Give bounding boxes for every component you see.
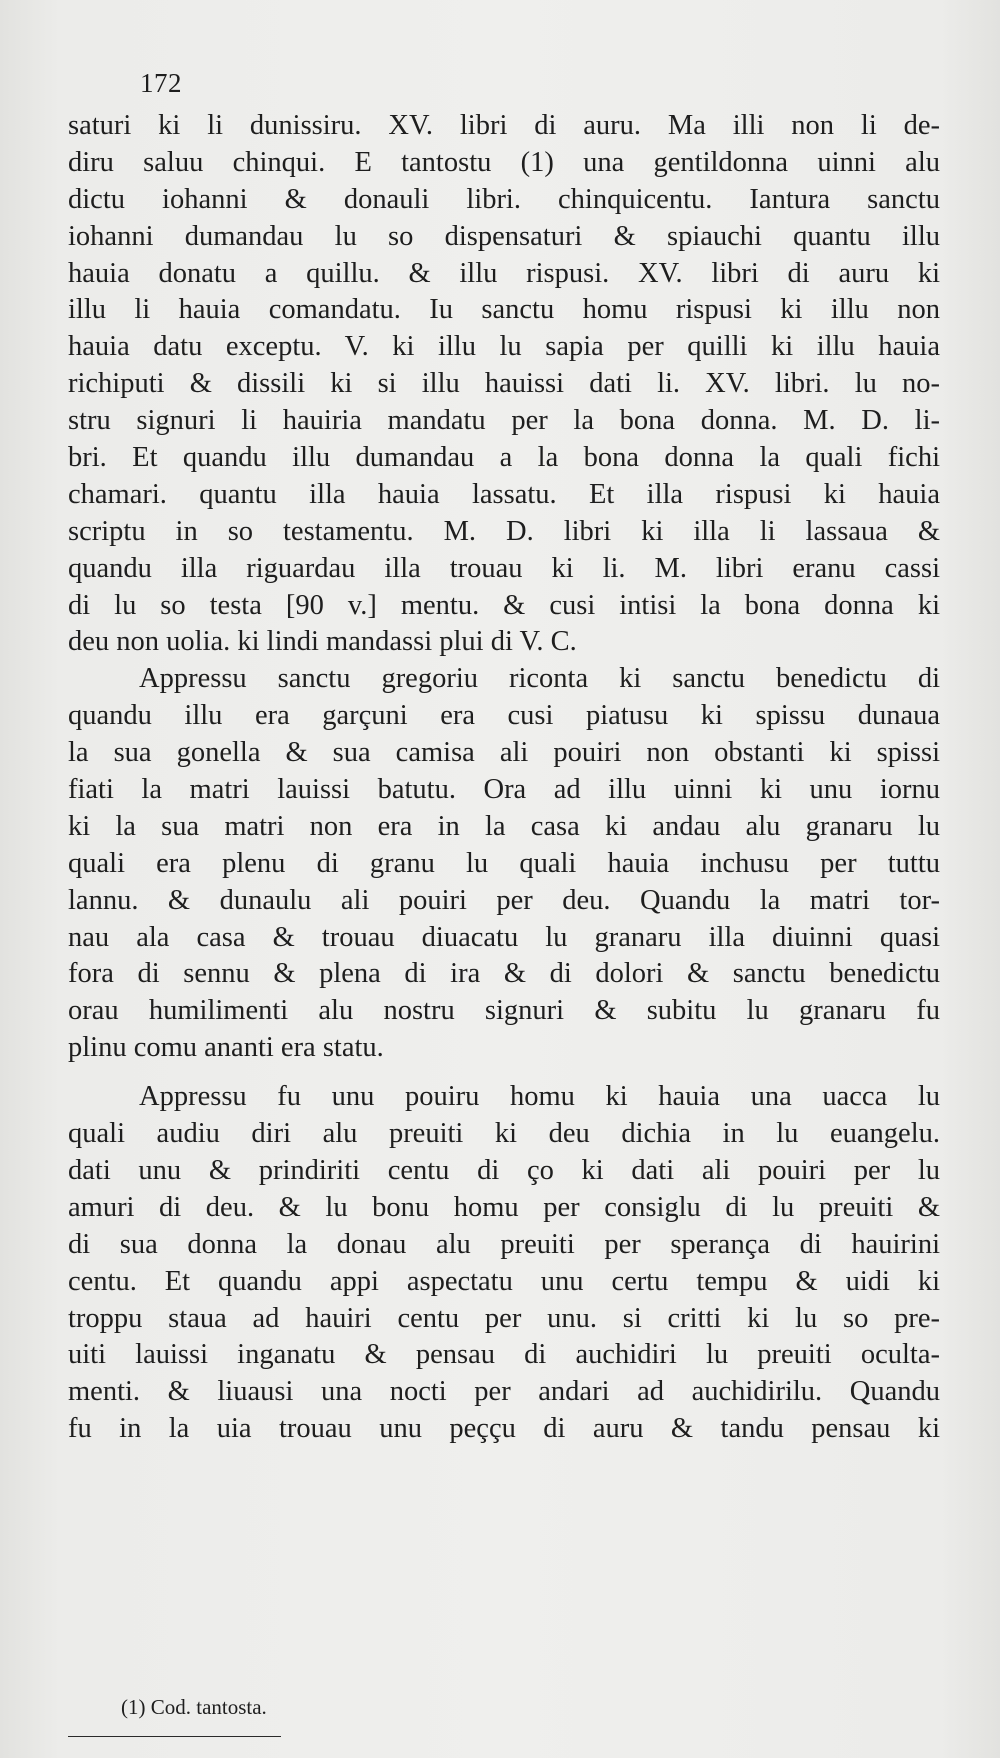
text-line: diru saluu chinqui. E tantostu (1) una gentildonna uinni alu	[68, 146, 940, 178]
text-line: amuri di deu. & lu bonu homu per consiglu di lu preuiti &	[68, 1191, 940, 1223]
text-line: ki la sua matri non era in la casa ki andau alu granaru lu	[68, 810, 940, 842]
text-line: chamari. quantu illa hauia lassatu. Et illa rispusi ki hauia	[68, 478, 940, 510]
text-line: Appressu fu unu pouiru homu ki hauia una uacca lu	[139, 1081, 940, 1113]
text-line: hauia donatu a quillu. & illu rispusi. XV. libri di auru ki	[68, 257, 940, 289]
text-line: troppu staua ad hauiri centu per unu. si critti ki lu so pre-	[68, 1302, 940, 1334]
text-line: quandu illu era garçuni era cusi piatusu ki spissu dunaua	[68, 700, 940, 732]
text-line: quandu illa riguardau illa trouau ki li. M. libri eranu cassi	[68, 552, 940, 584]
text-line: orau humilimenti alu nostru signuri & subitu lu granaru fu	[68, 995, 940, 1027]
text-line: quali era plenu di granu lu quali hauia inchusu per tuttu	[68, 847, 940, 879]
text-line: scriptu in so testamentu. M. D. libri ki illa li lassaua &	[68, 515, 940, 547]
text-line: iohanni dumandau lu so dispensaturi & spiauchi quantu illu	[68, 220, 940, 252]
text-line: richiputi & dissili ki si illu hauissi dati li. XV. libri. lu no-	[68, 368, 940, 400]
text-line: centu. Et quandu appi aspectatu unu certu tempu & uidi ki	[68, 1265, 940, 1297]
text-line: di lu so testa [90 v.] mentu. & cusi intisi la bona donna ki	[68, 589, 940, 621]
footnote: (1) Cod. tantosta.	[121, 1695, 267, 1719]
text-line: fu in la uia trouau unu peççu di auru & tandu pensau ki	[68, 1413, 940, 1445]
text-line: plinu comu ananti era statu.	[68, 1032, 384, 1064]
text-line: deu non uolia. ki lindi mandassi plui di V. C.	[68, 626, 577, 658]
text-line: stru signuri li hauiria mandatu per la bona donna. M. D. li-	[68, 405, 940, 437]
text-line: saturi ki li dunissiru. XV. libri di auru. Ma illi non li de-	[68, 110, 940, 141]
text-line: lannu. & dunaulu ali pouiri per deu. Quandu la matri tor-	[68, 884, 940, 916]
text-line: fora di sennu & plena di ira & di dolori & sanctu benedictu	[68, 958, 940, 990]
body-text	[68, 108, 940, 1448]
text-line: fiati la matri lauissi batutu. Ora ad illu uinni ki unu iornu	[68, 774, 940, 806]
text-line: nau ala casa & trouau diuacatu lu granaru illa diuinni quasi	[68, 921, 940, 953]
text-line: menti. & liuausi una nocti per andari ad auchidirilu. Quandu	[68, 1376, 940, 1408]
text-line: quali audiu diri alu preuiti ki deu dichia in lu euangelu.	[68, 1118, 940, 1150]
text-line: la sua gonella & sua camisa ali pouiri non obstanti ki spissi	[68, 737, 940, 769]
text-line: uiti lauissi inganatu & pensau di auchidiri lu preuiti oculta-	[68, 1339, 940, 1371]
page-number: 172	[140, 68, 182, 98]
text-line: di sua donna la donau alu preuiti per sperança di hauirini	[68, 1228, 940, 1260]
footnote-rule	[68, 1736, 281, 1737]
text-line: hauia datu exceptu. V. ki illu lu sapia per quilli ki illu hauia	[68, 331, 940, 363]
text-line: bri. Et quandu illu dumandau a la bona donna la quali fichi	[68, 442, 940, 474]
text-line: dati unu & prindiriti centu di ço ki dati ali pouiri per lu	[68, 1154, 940, 1186]
text-line: illu li hauia comandatu. Iu sanctu homu rispusi ki illu non	[68, 294, 940, 326]
text-line: dictu iohanni & donauli libri. chinquicentu. Iantura sanctu	[68, 183, 940, 215]
text-line: Appressu sanctu gregoriu riconta ki sanctu benedictu di	[139, 663, 940, 695]
